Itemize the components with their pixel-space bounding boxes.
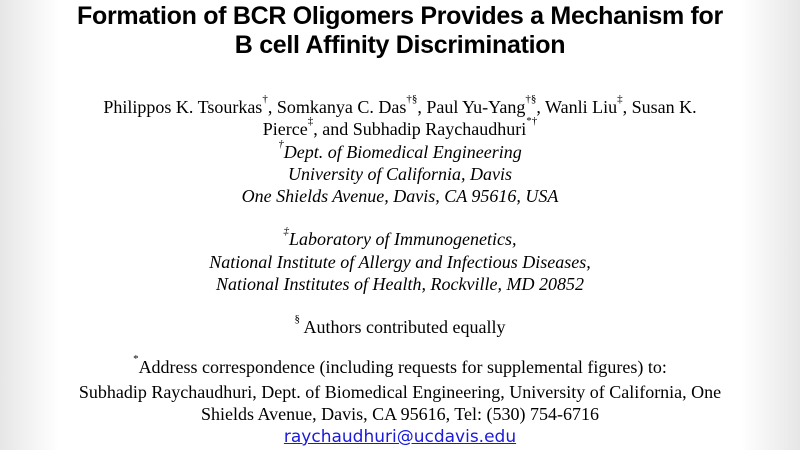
separator: ,	[622, 97, 632, 117]
affiliation-1-line	[0, 138, 800, 163]
author-name: Susan K.	[631, 97, 697, 117]
affiliation-mark: †	[278, 138, 284, 150]
separator: ,	[417, 97, 427, 117]
correspondence-text: Address correspondence (including requests for supplemental figures) to:	[138, 357, 667, 377]
affiliation-mark: ‡	[283, 225, 289, 237]
author-name: Philippos K. Tsourkas	[103, 97, 263, 117]
affiliation-text: Dept. of Biomedical Engineering	[283, 142, 522, 162]
affiliation-1-line: One Shields Avenue, Davis, CA 95616, USA	[241, 186, 559, 206]
paper-title-line-1: Formation of BCR Oligomers Provides a Mechanism for	[77, 2, 723, 30]
separator: ,	[536, 97, 546, 117]
email-link[interactable]: raychaudhuri@ucdavis.edu	[283, 427, 517, 447]
separator: ,	[267, 97, 277, 117]
affiliation-2-line	[0, 225, 800, 250]
separator: , and	[313, 119, 353, 139]
author-mark: ‡	[307, 115, 314, 127]
author-mark: †§	[525, 93, 537, 105]
author-name: Subhadip Raychaudhuri	[352, 119, 527, 139]
correspondence-line: Subhadip Raychaudhuri, Dept. of Biomedical Engineering, University of California, One	[78, 382, 722, 402]
author-name: Wanli Liu	[545, 97, 618, 117]
correspondence-line: Shields Avenue, Davis, CA 95616, Tel: (530) 754-6716	[200, 404, 600, 424]
email-line	[0, 427, 800, 447]
author-name: Paul Yu-Yang	[426, 97, 526, 117]
author-mark: ‡	[617, 93, 623, 105]
author-mark: †	[262, 93, 268, 105]
author-name: Pierce	[262, 119, 308, 139]
affiliation-text: Laboratory of Immunogenetics,	[289, 229, 517, 249]
author-mark: *†	[526, 115, 538, 127]
author-list-line-1	[0, 93, 800, 118]
author-mark: †§	[406, 93, 418, 105]
affiliation-2-line: National Institute of Allergy and Infectious Diseases,	[209, 252, 591, 272]
note-mark: *	[133, 353, 139, 365]
author-name: Somkanya C. Das	[276, 97, 407, 117]
affiliation-1-line: University of California, Davis	[288, 164, 512, 184]
paper-title-line-2: B cell Affinity Discrimination	[234, 31, 566, 59]
equal-contribution-note	[0, 313, 800, 338]
note-mark: §	[294, 313, 301, 325]
correspondence-line	[0, 353, 800, 378]
affiliation-2-line: National Institutes of Health, Rockville, MD 20852	[216, 274, 584, 294]
author-list-line-2	[0, 115, 800, 140]
note-text: Authors contributed equally	[300, 317, 506, 337]
